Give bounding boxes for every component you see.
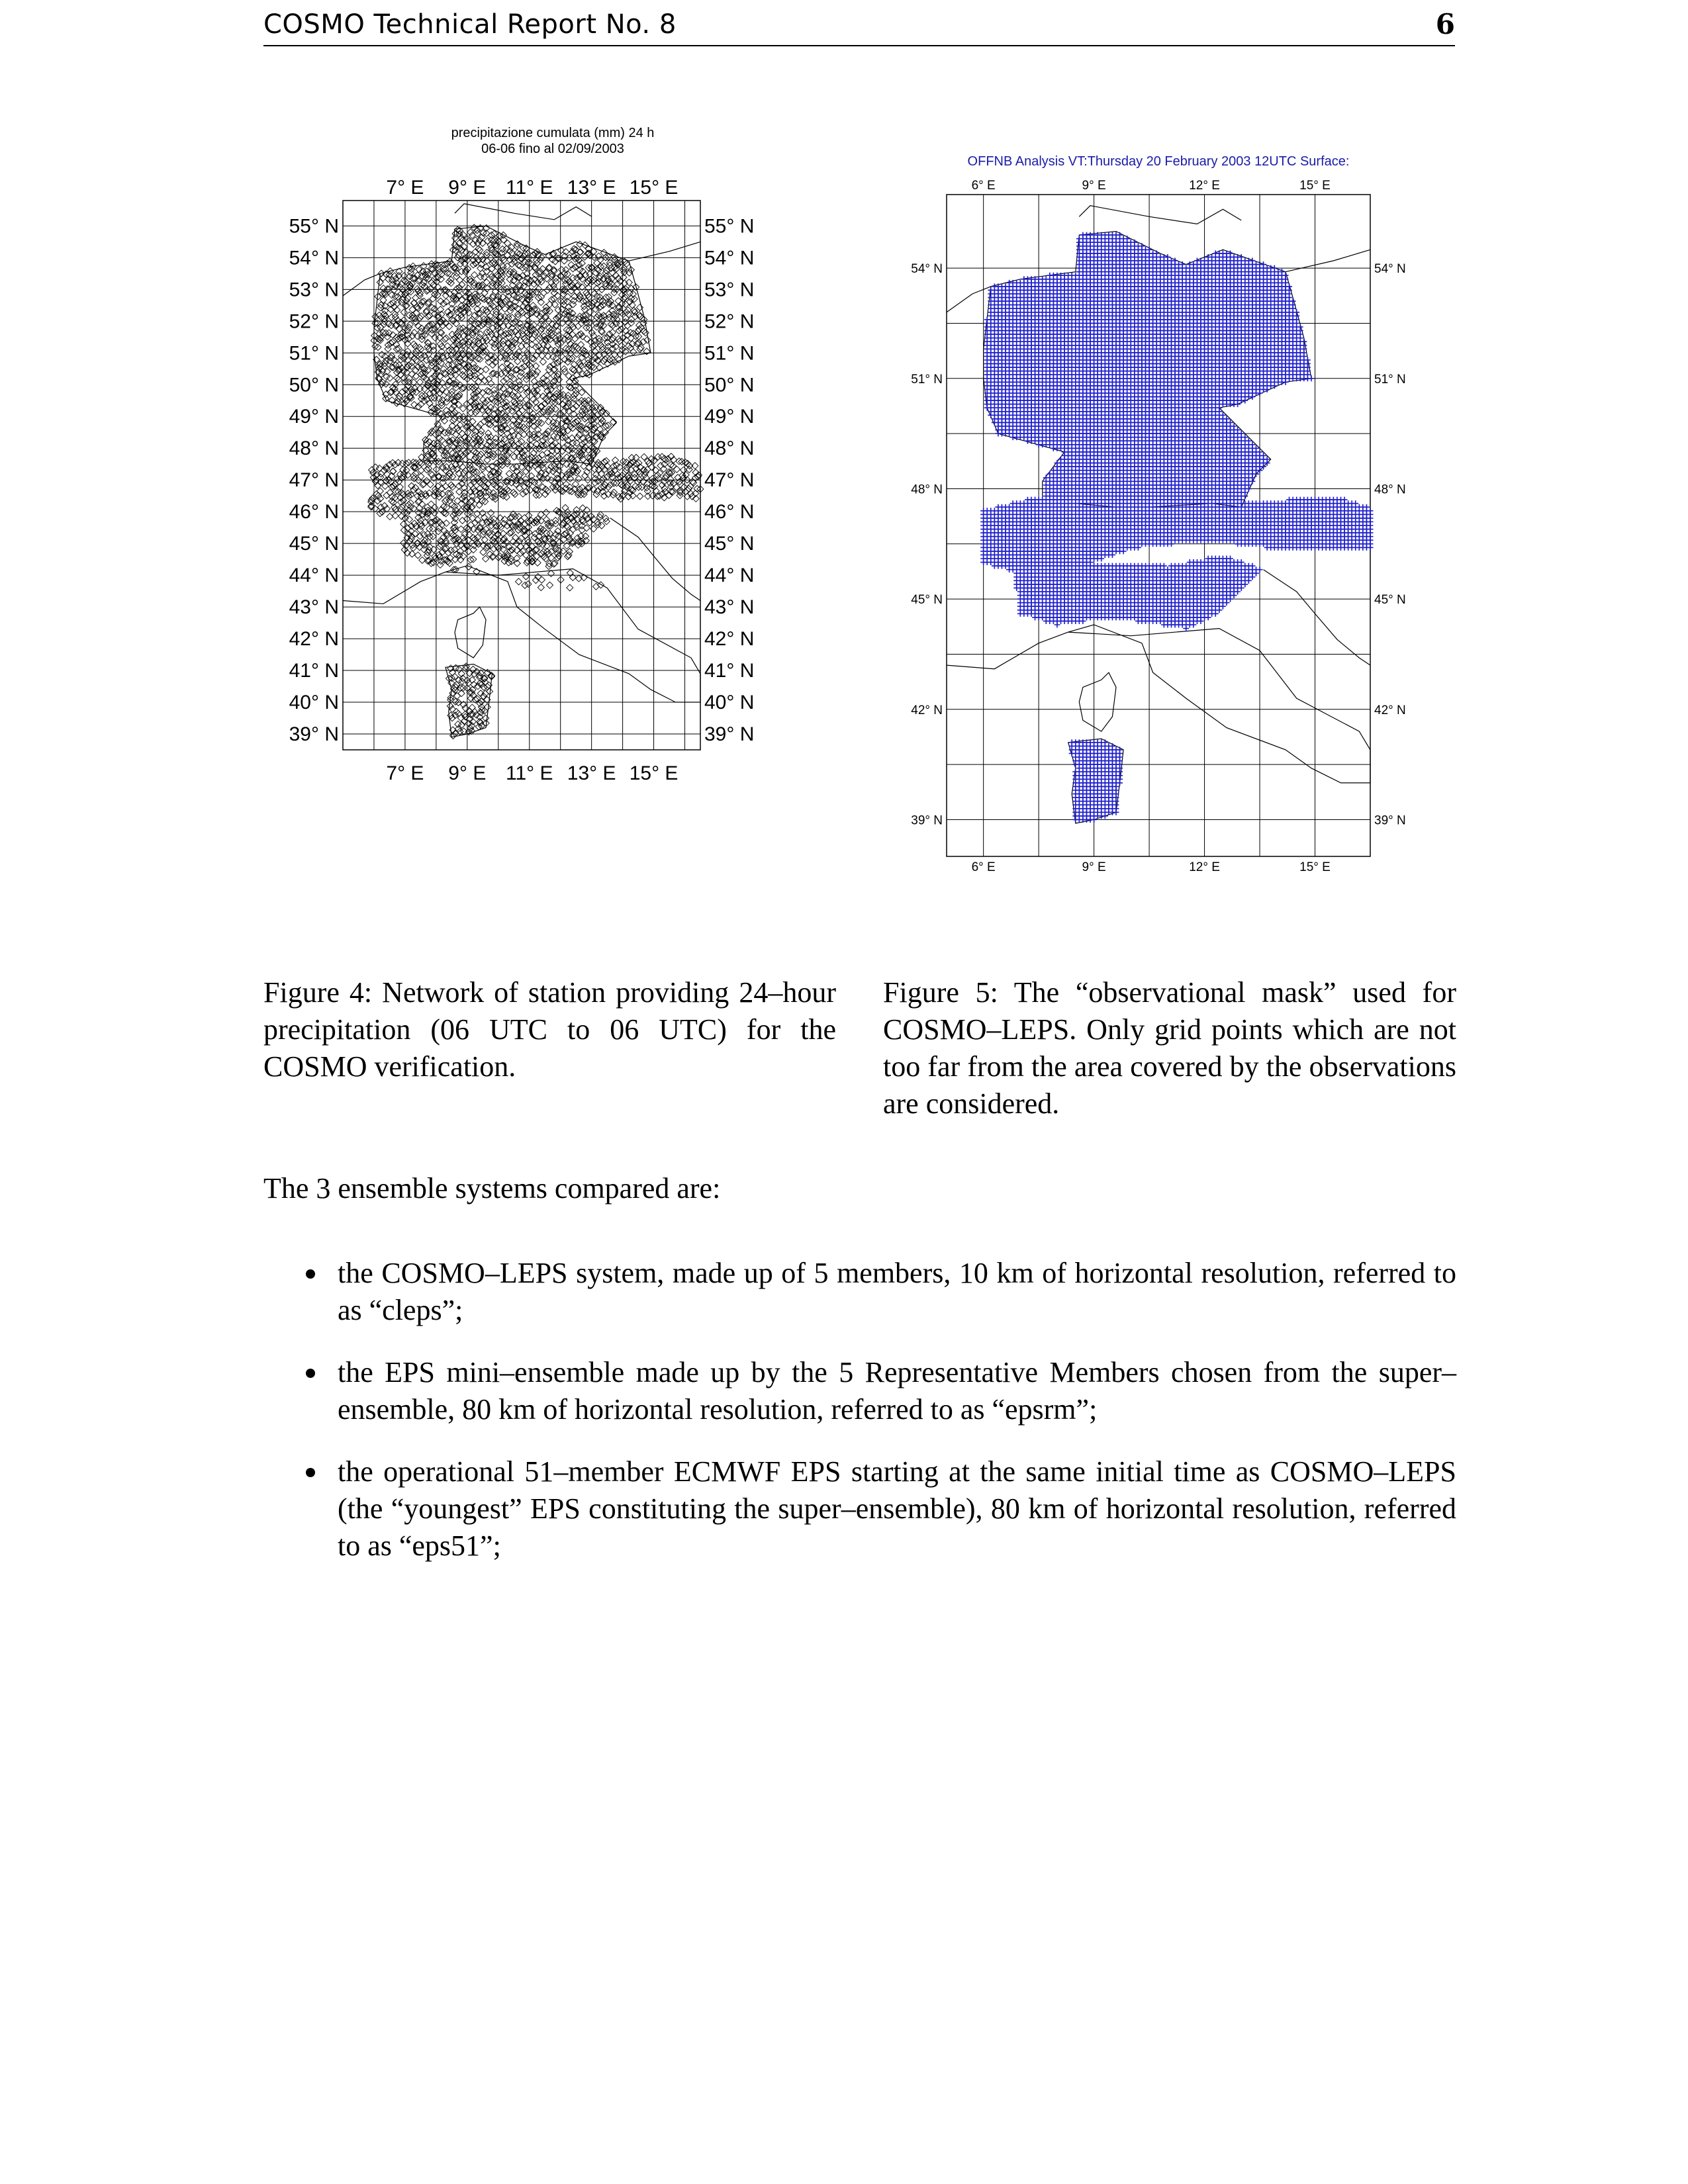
station-marker xyxy=(400,309,407,316)
station-marker xyxy=(488,300,494,307)
lat-tick-label-left: 54° N xyxy=(289,247,339,269)
station-marker xyxy=(494,371,500,378)
lat-tick-label-right: 45° N xyxy=(704,533,755,555)
station-marker xyxy=(539,393,546,400)
station-marker xyxy=(469,704,475,711)
station-marker xyxy=(514,385,520,392)
station-marker xyxy=(592,404,599,411)
station-marker xyxy=(496,553,503,559)
station-marker xyxy=(645,493,651,500)
station-marker xyxy=(548,549,555,555)
station-marker xyxy=(599,344,606,351)
station-marker xyxy=(513,464,520,471)
station-marker xyxy=(446,323,453,330)
coastline xyxy=(1286,250,1370,271)
lat-tick-label-left: 39° N xyxy=(289,723,339,746)
station-marker xyxy=(476,502,483,508)
station-marker xyxy=(453,708,460,715)
station-marker xyxy=(448,494,455,501)
lon-tick-label-bottom: 13° E xyxy=(567,762,616,784)
station-marker xyxy=(429,472,436,478)
figure-4-title-line2: 06-06 fino al 02/09/2003 xyxy=(481,142,624,156)
station-marker xyxy=(538,584,544,591)
station-marker xyxy=(609,329,616,336)
station-marker xyxy=(620,458,627,465)
station-marker xyxy=(554,293,561,299)
station-marker xyxy=(573,351,580,357)
figure-4-map-svg xyxy=(278,122,827,963)
station-marker xyxy=(400,277,407,284)
station-marker xyxy=(463,289,469,295)
station-marker xyxy=(443,496,449,503)
coastline xyxy=(455,204,592,220)
station-marker xyxy=(593,324,600,330)
station-marker xyxy=(372,343,379,349)
station-marker xyxy=(487,313,493,320)
station-marker xyxy=(575,475,582,482)
station-marker xyxy=(401,510,408,516)
station-marker xyxy=(511,453,518,460)
coastline xyxy=(1068,625,1370,783)
lat-tick-label-right: 46° N xyxy=(704,501,755,523)
station-marker xyxy=(657,463,664,469)
station-marker xyxy=(556,313,563,320)
station-marker xyxy=(453,432,459,438)
station-marker xyxy=(414,304,420,310)
station-marker xyxy=(603,518,610,525)
station-marker xyxy=(446,497,453,504)
station-marker xyxy=(602,515,609,522)
station-marker xyxy=(583,533,589,539)
figure-5-map-svg xyxy=(880,151,1430,912)
station-marker xyxy=(410,341,417,347)
coastline xyxy=(1264,570,1370,665)
lat-tick-label-left: 46° N xyxy=(289,501,339,523)
station-marker xyxy=(443,335,449,341)
lon-tick-label-bottom: 9° E xyxy=(448,762,487,784)
station-marker xyxy=(552,406,559,412)
station-marker xyxy=(575,541,581,548)
station-marker xyxy=(575,281,581,288)
station-marker xyxy=(500,378,507,385)
station-marker xyxy=(539,451,545,458)
station-marker xyxy=(590,525,597,532)
station-marker xyxy=(673,466,680,473)
station-marker xyxy=(447,490,453,497)
station-marker xyxy=(552,439,559,446)
station-marker xyxy=(445,490,451,497)
station-marker xyxy=(454,498,461,504)
station-marker xyxy=(389,292,395,298)
lat-tick-label-right: 54° N xyxy=(704,247,755,269)
station-marker xyxy=(455,710,461,717)
station-marker xyxy=(469,332,476,338)
lat-tick-label-left: 43° N xyxy=(289,596,339,619)
station-marker xyxy=(522,582,528,588)
lon-tick-label-bottom: 15° E xyxy=(629,762,679,784)
station-marker xyxy=(584,507,590,514)
lat-tick-label-right: 44° N xyxy=(704,565,755,587)
station-marker xyxy=(514,427,521,433)
station-marker xyxy=(457,261,463,267)
coastline xyxy=(1079,206,1241,224)
station-marker xyxy=(680,467,687,473)
lat-tick-label-left: 47° N xyxy=(289,469,339,492)
station-marker xyxy=(476,334,483,341)
station-marker xyxy=(453,693,460,700)
station-marker xyxy=(567,444,574,451)
lon-tick-label-bottom: 11° E xyxy=(505,762,553,784)
lon-tick-label-top: 11° E xyxy=(505,177,553,199)
lat-tick-label-left: 49° N xyxy=(289,406,339,428)
coastline xyxy=(1068,739,1123,823)
station-marker xyxy=(625,343,632,349)
station-marker xyxy=(509,250,516,256)
station-marker xyxy=(540,290,547,296)
station-marker xyxy=(498,276,504,283)
station-marker xyxy=(525,581,532,588)
station-marker xyxy=(383,492,390,499)
station-marker xyxy=(483,493,490,500)
station-marker xyxy=(503,375,510,382)
station-marker xyxy=(666,492,673,499)
station-marker xyxy=(612,457,618,463)
station-marker xyxy=(472,409,479,416)
station-marker xyxy=(515,527,522,533)
station-marker xyxy=(455,428,462,434)
station-marker xyxy=(579,505,586,512)
station-marker xyxy=(402,278,409,285)
lon-tick-label-top: 7° E xyxy=(386,177,424,199)
lat-tick-label-right: 51° N xyxy=(704,342,755,365)
station-marker xyxy=(380,275,387,281)
station-marker xyxy=(485,238,491,244)
station-marker xyxy=(462,467,469,474)
station-marker xyxy=(477,247,483,253)
lat-tick-label-left: 40° N xyxy=(289,692,339,714)
station-marker xyxy=(463,663,469,670)
station-marker xyxy=(449,428,455,435)
header-rule xyxy=(263,45,1455,46)
station-marker xyxy=(558,267,565,273)
lat-tick-label-left: 52° N xyxy=(289,310,339,333)
station-marker xyxy=(488,381,494,387)
lat-tick-label-right: 53° N xyxy=(704,279,755,301)
station-marker xyxy=(585,447,592,453)
station-marker xyxy=(539,359,546,365)
station-marker xyxy=(392,512,399,519)
lat-tick-label-right: 41° N xyxy=(704,660,755,682)
figure-4-station-network-map xyxy=(278,122,827,963)
station-marker xyxy=(389,494,395,500)
coastline xyxy=(1079,672,1116,731)
station-marker xyxy=(524,537,531,543)
station-marker xyxy=(523,396,530,403)
station-marker xyxy=(637,345,643,352)
station-marker xyxy=(467,522,474,528)
station-marker xyxy=(383,381,389,387)
station-marker xyxy=(565,552,572,559)
station-marker xyxy=(459,678,465,684)
station-marker xyxy=(543,275,550,282)
station-marker xyxy=(451,674,458,680)
lat-tick-label-left: 53° N xyxy=(289,279,339,301)
station-marker xyxy=(630,291,636,297)
lat-tick-label-left: 42° N xyxy=(289,628,339,651)
station-marker xyxy=(562,504,569,511)
station-marker xyxy=(616,494,622,500)
station-marker xyxy=(480,549,487,555)
lat-tick-label-left: 41° N xyxy=(289,660,339,682)
lat-tick-label-right: 49° N xyxy=(704,406,755,428)
station-marker xyxy=(521,258,528,265)
lat-tick-label-left: 48° N xyxy=(289,437,339,460)
lat-tick-label-left: 55° N xyxy=(289,215,339,238)
station-marker xyxy=(544,287,551,293)
station-marker xyxy=(514,243,520,250)
station-marker xyxy=(400,539,407,546)
station-marker xyxy=(465,285,471,292)
coastline xyxy=(610,518,700,601)
station-marker xyxy=(547,383,553,389)
station-marker xyxy=(471,271,478,278)
station-marker xyxy=(444,530,450,537)
station-marker xyxy=(455,666,462,672)
station-marker xyxy=(519,265,526,271)
station-marker xyxy=(588,330,595,336)
station-marker xyxy=(504,355,510,362)
lat-tick-label-right: 50° N xyxy=(704,374,755,396)
station-marker xyxy=(618,496,624,502)
lon-tick-label-bottom: 7° E xyxy=(386,762,424,784)
station-marker xyxy=(584,336,590,342)
lat-tick-label-left: 44° N xyxy=(289,565,339,587)
station-marker xyxy=(424,343,431,350)
station-marker xyxy=(442,498,448,504)
lat-tick-label-right: 55° N xyxy=(704,215,755,238)
station-marker xyxy=(410,545,416,551)
station-marker xyxy=(610,480,617,486)
station-marker xyxy=(491,451,497,457)
station-marker xyxy=(457,526,464,533)
figure-5-observational-mask-map xyxy=(880,151,1430,912)
station-marker xyxy=(414,552,421,559)
station-marker xyxy=(457,277,463,283)
coastline xyxy=(343,572,445,604)
station-marker xyxy=(548,555,555,561)
station-marker xyxy=(516,578,522,585)
station-marker xyxy=(427,481,434,488)
station-marker xyxy=(484,457,491,463)
station-marker xyxy=(415,477,422,484)
lat-tick-label-right: 48° N xyxy=(704,437,755,460)
lat-tick-label-left: 51° N xyxy=(289,342,339,365)
station-marker xyxy=(377,279,383,285)
station-marker xyxy=(387,489,393,496)
station-marker xyxy=(463,400,470,407)
station-marker xyxy=(569,400,576,406)
station-marker xyxy=(644,488,651,494)
station-marker xyxy=(523,338,530,344)
coastline xyxy=(947,632,1068,669)
page-number: 6 xyxy=(1435,8,1455,40)
coastline xyxy=(343,273,380,296)
station-marker xyxy=(488,510,494,516)
figure-4-title-line1: precipitazione cumulata (mm) 24 h xyxy=(451,126,655,140)
station-marker xyxy=(561,444,568,451)
station-marker xyxy=(637,493,643,500)
station-marker xyxy=(575,491,581,498)
lat-tick-label-left: 50° N xyxy=(289,374,339,396)
station-marker xyxy=(406,321,413,328)
station-marker xyxy=(466,531,473,538)
station-marker xyxy=(605,343,612,349)
lat-tick-label-right: 43° N xyxy=(704,596,755,619)
coastline xyxy=(947,287,991,312)
station-marker xyxy=(597,321,604,328)
lat-tick-label-left: 45° N xyxy=(289,533,339,555)
lon-tick-label-top: 9° E xyxy=(448,177,487,199)
station-marker xyxy=(436,395,442,402)
station-marker xyxy=(478,253,485,259)
station-marker xyxy=(518,464,525,471)
station-marker xyxy=(517,471,524,478)
station-marker xyxy=(483,251,490,258)
station-marker xyxy=(421,386,428,392)
station-marker xyxy=(576,399,583,406)
running-header-title: COSMO Technical Report No. 8 xyxy=(263,9,677,40)
station-marker xyxy=(547,582,553,588)
lat-tick-label-right: 40° N xyxy=(704,692,755,714)
lon-tick-label-top: 13° E xyxy=(567,177,616,199)
station-marker xyxy=(428,501,434,508)
coastline xyxy=(455,607,486,658)
lat-tick-label-right: 47° N xyxy=(704,469,755,492)
lat-tick-label-right: 52° N xyxy=(704,310,755,333)
station-marker xyxy=(419,557,426,563)
station-marker xyxy=(605,422,612,429)
station-marker xyxy=(375,344,381,351)
station-marker xyxy=(551,290,557,296)
station-marker xyxy=(465,563,472,570)
station-marker xyxy=(397,372,404,379)
lon-tick-label-top: 15° E xyxy=(629,177,679,199)
station-marker xyxy=(515,433,522,439)
station-marker xyxy=(473,428,479,435)
station-marker xyxy=(480,306,487,313)
station-marker xyxy=(531,322,538,328)
station-marker xyxy=(387,514,393,520)
station-marker xyxy=(483,279,490,286)
station-marker xyxy=(630,349,637,355)
station-marker xyxy=(499,364,506,371)
station-marker xyxy=(567,584,573,591)
lat-tick-label-right: 42° N xyxy=(704,628,755,651)
station-marker xyxy=(478,428,485,434)
station-marker xyxy=(482,690,489,697)
station-marker xyxy=(459,430,465,437)
station-marker xyxy=(636,322,643,328)
station-marker xyxy=(377,474,384,480)
lat-tick-label-right: 39° N xyxy=(704,723,755,746)
station-marker xyxy=(483,555,489,562)
station-marker xyxy=(521,514,528,521)
station-marker xyxy=(523,573,530,580)
coastline xyxy=(984,232,1311,508)
station-marker xyxy=(534,559,541,566)
station-marker xyxy=(387,375,393,381)
station-marker xyxy=(465,430,471,436)
station-marker xyxy=(376,465,383,472)
station-marker xyxy=(442,467,449,474)
station-marker xyxy=(614,281,621,287)
station-marker xyxy=(506,276,513,283)
station-marker xyxy=(374,324,381,331)
station-marker xyxy=(551,286,558,293)
station-marker xyxy=(538,576,545,583)
station-marker xyxy=(393,341,400,348)
coastline xyxy=(629,242,700,261)
station-marker xyxy=(583,525,590,531)
station-marker xyxy=(399,353,405,359)
station-marker xyxy=(545,409,551,416)
